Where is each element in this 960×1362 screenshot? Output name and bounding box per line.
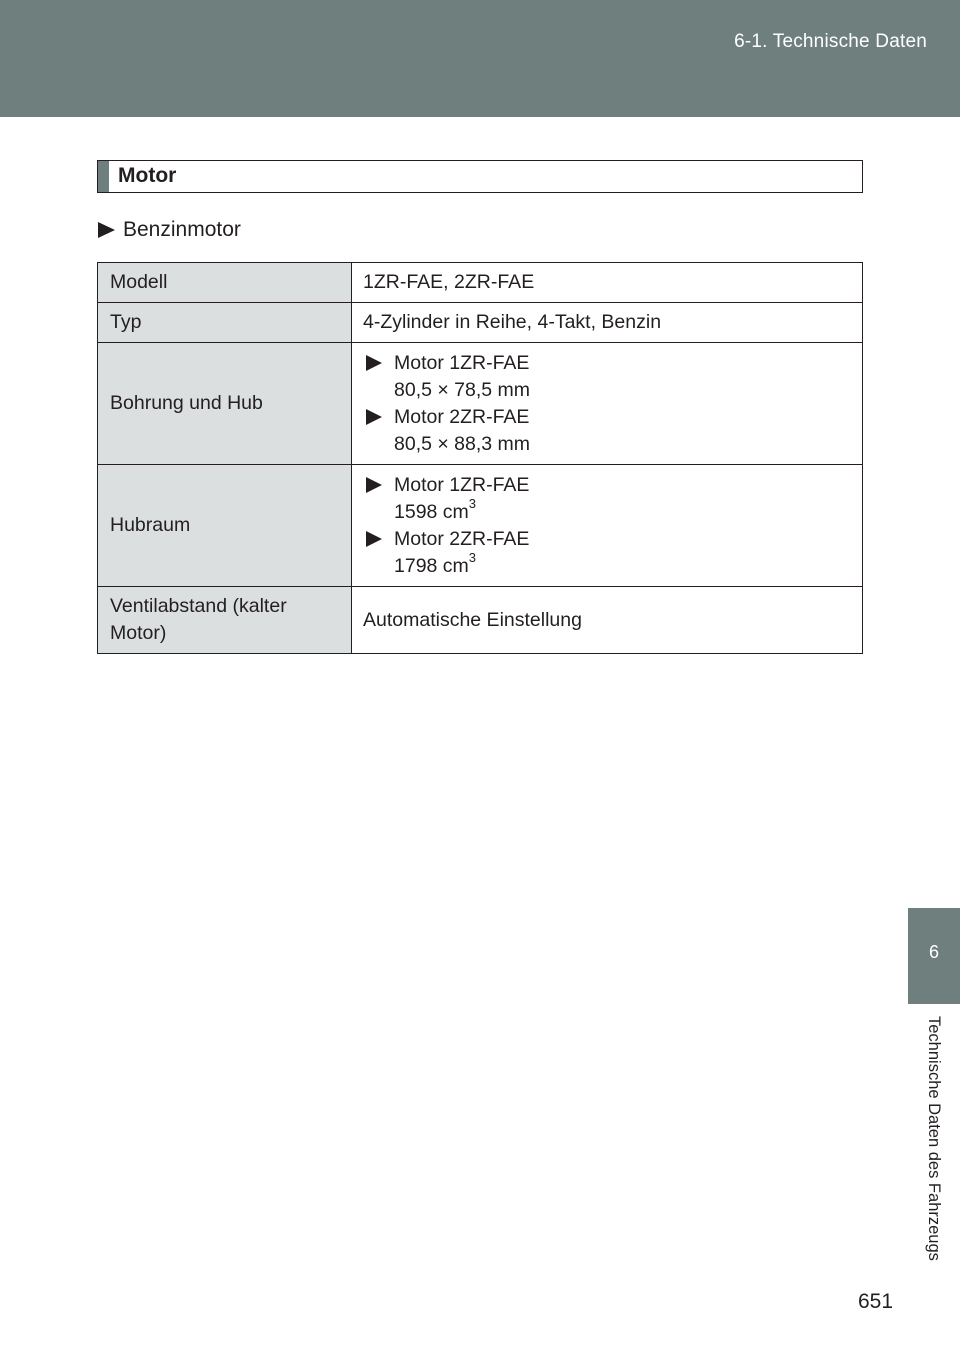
triangle-bullet-icon: [366, 355, 382, 371]
chapter-number: 6: [928, 942, 939, 962]
displacement-value: 1598 cm: [394, 500, 469, 523]
engine-line: [366, 404, 851, 431]
unit-exponent: 3: [468, 550, 477, 565]
spec-table: [97, 262, 863, 654]
unit-exponent: 3: [468, 496, 477, 511]
triangle-bullet-icon: [366, 477, 382, 493]
chapter-tab[interactable]: [908, 908, 960, 1004]
section-title: Motor: [118, 164, 177, 187]
row-value: 1ZR-FAE, 2ZR-FAE: [352, 263, 863, 303]
chapter-label: Technische Daten des Fahrzeugs: [925, 1016, 943, 1261]
engine-line: [366, 350, 851, 377]
table-row: [98, 587, 863, 654]
row-value: 4-Zylinder in Reihe, 4-Takt, Benzin: [352, 303, 863, 343]
table-row: [98, 343, 863, 465]
subheading: [98, 218, 241, 242]
engine-value: [363, 496, 851, 526]
engine-line: [366, 526, 851, 553]
row-key: Typ: [98, 303, 352, 343]
row-value: Automatische Einstellung: [352, 587, 863, 654]
row-key: Modell: [98, 263, 352, 303]
engine-label: Motor 2ZR-FAE: [394, 405, 530, 428]
row-value: [352, 343, 863, 465]
engine-line: [366, 472, 851, 499]
row-key: Hubraum: [98, 465, 352, 587]
engine-label: Motor 2ZR-FAE: [394, 527, 530, 550]
engine-value: 80,5 × 88,3 mm: [394, 432, 531, 455]
engine-label: Motor 1ZR-FAE: [394, 351, 530, 374]
engine-value: [363, 550, 851, 580]
page-number: 651: [858, 1290, 894, 1313]
engine-label: Motor 1ZR-FAE: [394, 473, 530, 496]
row-value: [352, 465, 863, 587]
triangle-bullet-icon: [98, 222, 115, 238]
page-header: [0, 0, 960, 117]
triangle-bullet-icon: [366, 409, 382, 425]
subheading-text: Benzinmotor: [123, 218, 241, 241]
section-title-box: [97, 160, 863, 193]
table-row: [98, 263, 863, 303]
table-row: [98, 465, 863, 587]
engine-value: 80,5 × 78,5 mm: [394, 378, 531, 401]
section-title-bar: [98, 161, 109, 192]
row-key: Bohrung und Hub: [98, 343, 352, 465]
displacement-value: 1798 cm: [394, 554, 469, 577]
row-key: Ventilabstand (kalter Motor): [98, 587, 352, 654]
table-row: [98, 303, 863, 343]
header-title: 6-1. Technische Daten: [734, 31, 927, 52]
triangle-bullet-icon: [366, 531, 382, 547]
